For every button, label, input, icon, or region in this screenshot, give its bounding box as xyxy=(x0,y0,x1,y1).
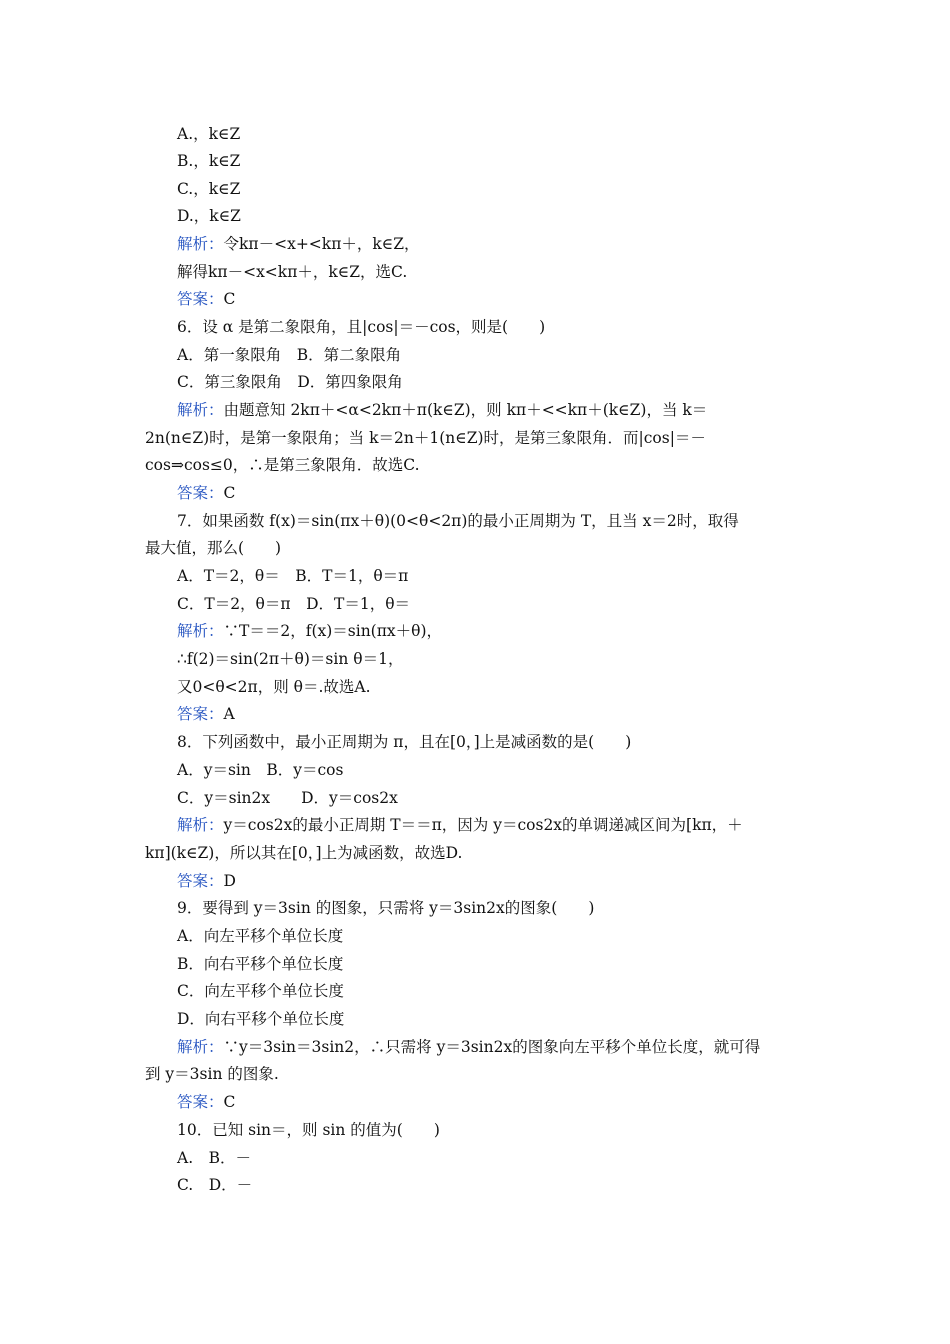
option-line: B.，k∈Z xyxy=(177,152,241,170)
option-line: B．向右平移个单位长度 xyxy=(177,955,344,973)
option-line: D.，k∈Z xyxy=(177,207,241,225)
analysis-line: 解析：y＝cos2x的最小正周期 T＝＝π，因为 y＝cos2x的单调递减区间为[kπ，＋ xyxy=(177,816,743,834)
option-line: A. B．－ xyxy=(177,1149,252,1167)
question-line: 6．设 α 是第二象限角，且|cos|＝－cos，则是( ) xyxy=(177,318,546,336)
question-line: 9．要得到 y＝3sin 的图象，只需将 y＝3sin2x的图象( ) xyxy=(177,899,595,917)
option-line: C．y＝sin2x D．y＝cos2x xyxy=(177,789,398,807)
question-line: 10．已知 sin＝，则 sin 的值为( ) xyxy=(177,1121,440,1139)
option-line: A．y＝sin B．y＝cos xyxy=(177,761,344,779)
analysis-line: kπ](k∈Z)，所以其在[0，]上为减函数，故选D. xyxy=(145,844,463,862)
analysis-line: 2n(n∈Z)时，是第一象限角；当 k＝2n＋1(n∈Z)时，是第三象限角．而|cos|＝－ xyxy=(145,429,706,447)
option-line: C.，k∈Z xyxy=(177,180,241,198)
option-line: D．向右平移个单位长度 xyxy=(177,1010,345,1028)
analysis-line: ∴f(2)＝sin(2π＋θ)＝sin θ＝1， xyxy=(177,650,404,668)
option-line: C．第三象限角 D．第四象限角 xyxy=(177,373,403,391)
analysis-line: 解析：令kπ－<x+<kπ＋，k∈Z， xyxy=(177,235,420,253)
answer-line: 答案：C xyxy=(177,290,236,308)
answer-line: 答案：A xyxy=(177,705,235,723)
analysis-line: 解析：∵T＝＝2，f(x)＝sin(πx＋θ)， xyxy=(177,622,443,640)
analysis-line: 解析：由题意知 2kπ＋<α<2kπ＋π(k∈Z)，则 kπ＋<<kπ＋(k∈Z)，当 k＝ xyxy=(177,401,708,419)
option-line: A．T＝2，θ＝ B．T＝1，θ＝π xyxy=(177,567,409,585)
option-line: A．第一象限角 B．第二象限角 xyxy=(177,346,402,364)
option-line: A．向左平移个单位长度 xyxy=(177,927,344,945)
analysis-line: 到 y＝3sin 的图象. xyxy=(145,1065,279,1083)
option-line: A.，k∈Z xyxy=(177,125,241,143)
question-line: 最大值，那么( ) xyxy=(145,539,282,557)
answer-line: 答案：C xyxy=(177,1093,236,1111)
question-line: 7．如果函数 f(x)＝sin(πx＋θ)(0<θ<2π)的最小正周期为 T，且当 x＝2时，取得 xyxy=(177,512,739,530)
option-line: C．向左平移个单位长度 xyxy=(177,982,344,1000)
question-line: 8．下列函数中，最小正周期为 π，且在[0，]上是减函数的是( ) xyxy=(177,733,632,751)
answer-line: 答案：C xyxy=(177,484,236,502)
analysis-line: 解得kπ－<x<kπ＋，k∈Z，选C. xyxy=(177,263,408,281)
analysis-line: 又0<θ<2π，则 θ＝.故选A. xyxy=(177,678,371,696)
option-line: C. D．－ xyxy=(177,1176,253,1194)
option-line: C．T＝2，θ＝π D．T＝1，θ＝ xyxy=(177,595,411,613)
analysis-line: 解析：∵y＝3sin＝3sin2，∴只需将 y＝3sin2x的图象向左平移个单位长度，就可得 xyxy=(177,1038,761,1056)
analysis-line: cos⇒cos≤0，∴是第三象限角．故选C. xyxy=(145,456,420,474)
answer-line: 答案：D xyxy=(177,872,236,890)
